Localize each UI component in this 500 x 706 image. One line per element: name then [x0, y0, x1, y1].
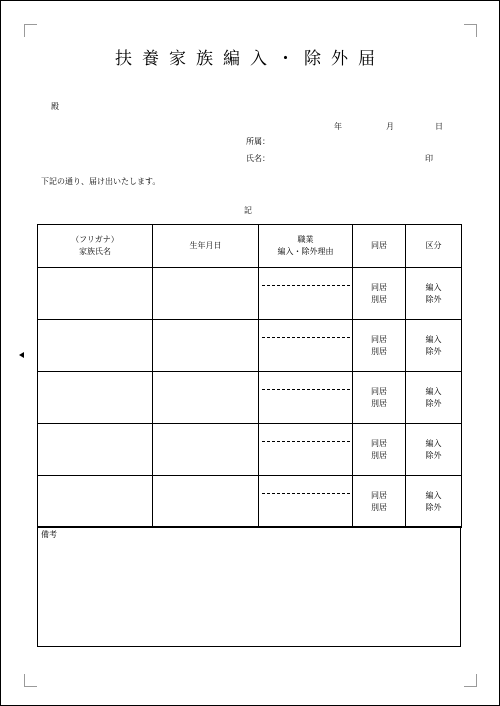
option-add: 編入 — [425, 438, 442, 448]
cell-cohabit[interactable] — [353, 424, 406, 476]
notes-box[interactable] — [37, 526, 461, 647]
cell-occupation-reason[interactable] — [259, 372, 353, 424]
option-cohabit: 同居 — [371, 386, 387, 396]
name-label: 氏名： — [246, 154, 270, 163]
dashed-divider — [262, 441, 350, 442]
option-remove: 除外 — [425, 294, 442, 304]
table-row — [38, 320, 462, 372]
cell-cohabit[interactable] — [353, 268, 406, 320]
cell-occupation-reason[interactable] — [259, 424, 353, 476]
option-cohabit: 同居 — [371, 490, 387, 500]
table-row — [38, 424, 462, 476]
option-add: 編入 — [425, 386, 442, 396]
option-separate: 別居 — [371, 502, 387, 512]
option-remove: 除外 — [425, 450, 442, 460]
option-cohabit: 同居 — [371, 438, 387, 448]
family-table — [37, 224, 462, 528]
cell-birthdate[interactable] — [153, 320, 259, 372]
dashed-divider — [262, 337, 350, 338]
crop-mark-top-left — [24, 24, 37, 37]
table-row — [38, 476, 462, 528]
header-cohabit: 同居 — [353, 225, 406, 268]
option-remove: 除外 — [425, 502, 442, 512]
intro-text: 下記の通り、届け出いたします。 — [41, 177, 161, 186]
option-cohabit: 同居 — [371, 334, 387, 344]
option-add: 編入 — [425, 334, 442, 344]
form-title: 扶養家族編入・除外届 — [115, 49, 385, 69]
cell-name[interactable] — [38, 268, 153, 320]
table-header-row — [38, 225, 462, 268]
option-add: 編入 — [425, 490, 442, 500]
seal-label: 印 — [425, 154, 433, 163]
cell-occupation-reason[interactable] — [259, 320, 353, 372]
notes-label: 備考 — [41, 530, 57, 539]
header-category: 区分 — [406, 225, 462, 268]
cell-occupation-reason[interactable] — [259, 476, 353, 528]
cell-birthdate[interactable] — [153, 424, 259, 476]
cell-cohabit[interactable] — [353, 476, 406, 528]
table-row — [38, 268, 462, 320]
cell-category[interactable] — [406, 372, 462, 424]
cell-name[interactable] — [38, 372, 153, 424]
crop-mark-bottom-left — [24, 674, 37, 687]
addressee: 殿 — [51, 102, 59, 111]
option-separate: 別居 — [371, 398, 387, 408]
option-remove: 除外 — [425, 346, 442, 356]
header-name — [38, 225, 153, 268]
cell-birthdate[interactable] — [153, 476, 259, 528]
dashed-divider — [262, 285, 350, 286]
crop-mark-top-right — [464, 24, 477, 37]
cell-birthdate[interactable] — [153, 372, 259, 424]
section-title: 記 — [244, 206, 252, 215]
header-name-kana: （フリガナ） — [71, 235, 119, 244]
cell-cohabit[interactable] — [353, 320, 406, 372]
crop-mark-bottom-right — [464, 674, 477, 687]
option-add: 編入 — [425, 282, 442, 292]
option-separate: 別居 — [371, 346, 387, 356]
table-row — [38, 372, 462, 424]
cell-name[interactable] — [38, 424, 153, 476]
header-name-main: 家族氏名 — [79, 247, 111, 256]
option-cohabit: 同居 — [371, 282, 387, 292]
cell-category[interactable] — [406, 424, 462, 476]
option-remove: 除外 — [425, 398, 442, 408]
header-reason-label: 編入・除外理由 — [277, 247, 334, 256]
date-month: 月 — [386, 122, 394, 131]
date-day: 日 — [435, 122, 443, 131]
cell-category[interactable] — [406, 320, 462, 372]
dashed-divider — [262, 493, 350, 494]
option-separate: 別居 — [371, 450, 387, 460]
header-birthdate: 生年月日 — [153, 225, 259, 268]
affiliation-label: 所属： — [246, 137, 270, 146]
cell-name[interactable] — [38, 320, 153, 372]
binding-mark-icon — [19, 352, 24, 358]
option-separate: 別居 — [371, 294, 387, 304]
header-occupation-label: 職業 — [297, 235, 314, 244]
cell-occupation-reason[interactable] — [259, 268, 353, 320]
cell-category[interactable] — [406, 476, 462, 528]
date-year: 年 — [334, 122, 342, 131]
cell-birthdate[interactable] — [153, 268, 259, 320]
dashed-divider — [262, 389, 350, 390]
cell-name[interactable] — [38, 476, 153, 528]
cell-category[interactable] — [406, 268, 462, 320]
header-occupation — [259, 225, 353, 268]
cell-cohabit[interactable] — [353, 372, 406, 424]
